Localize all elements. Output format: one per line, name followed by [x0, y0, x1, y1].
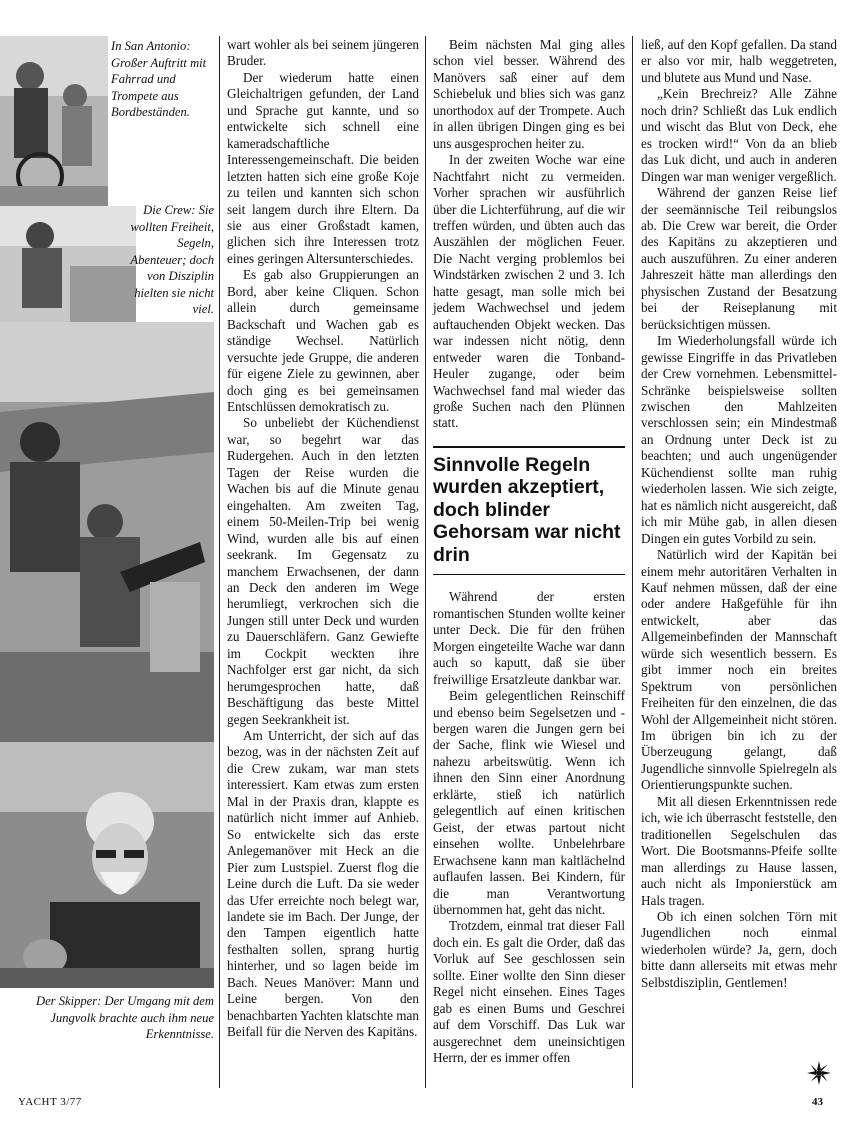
paragraph: ließ, auf den Kopf gefallen. Da stand er also vor mir, halb weggetreten, und blutete aus Mund und Nase. [641, 37, 837, 85]
section-headline: Sinnvolle Regeln wurden akzeptiert, doch blinder Gehorsam war nicht drin [433, 446, 625, 576]
paragraph: Beim gelegentlichen Reinschiff und ebenso beim Segelsetzen und -bergen waren die Jungen gern bei der Sache, flink wie Wiesel und nahezu arbeitswütig. Wenn ich ihnen den Sinn einer Anordnung erklärte, stieß ich natürlich gelegentlich auf einen kritischen Geist, der etwas partout nicht einsehen wollte. Unbelehrbare Erwachsene kann man kaltlächelnd auflaufen lassen. Bei Kindern, für die man Verantwortung übernommen hat, geht das nicht. [433, 688, 625, 917]
article-column-3 [641, 37, 837, 991]
column-rule-1 [219, 36, 220, 1088]
paragraph: Während der ganzen Reise lief der seemännische Teil reibungslos ab. Die Crew war bereit, die Order des Kapitäns zu akzeptieren und auch auszuführen. Zu einer anderen Jahreszeit hätte man allerdings den physischen Zustand der Besatzung bei der Reiseplanung mit berücksichtigen müssen. [641, 185, 837, 332]
paragraph: „Kein Brechreiz? Alle Zähne noch drin? Schließt das Luk endlich und wischt das Blut von Deck, ehe es trocken wird!“ Von da an blieb das Luk dicht, und auch in anderen Dingen war man weniger vergeßlich. [641, 86, 837, 184]
paragraph: Trotzdem, einmal trat dieser Fall doch ein. Es galt die Order, daß das Vorluk auf See geschlossen sein sollte. Einer wollte den Sinn dieser Regel nicht einsehen. Eines Tages gab es einen Bums und Geschrei auf dem Vorschiff. Das Luk war ausgerechnet dem uneinsichtigen Herrn, der es immer offen [433, 918, 625, 1066]
caption-skipper: Der Skipper: Der Umgang mit dem Jungvolk brachte auch ihm neue Erkenntnisse. [35, 994, 214, 1041]
paragraph: Während der ersten romantischen Stunden wollte keiner unter Deck. Die für den frühen Morgen eingeteilte Wache war dann auch so kaputt, daß sie über freiwillige Ersatzleute dankbar war. [433, 589, 625, 687]
footer-page-number: 43 [812, 1096, 823, 1108]
column-rule-2 [425, 36, 426, 1088]
paragraph: Ob ich einen solchen Törn mit Jugendlichen noch einmal wiederholen würde? Ja, gern, doch bitte dann allerseits mit etwas mehr Selbstdisziplin, Gentlemen! [641, 909, 837, 990]
paragraph: Natürlich wird der Kapitän bei einem mehr autoritären Verhalten in Kauf nehmen müssen, daß der eine oder andere Haßgefühle für ihn entwickelt, aber das Allgemeinbefinden der Mannschaft würde sich wesentlich bessern. Es gibt immer noch ein breites Spektrum von persönlichen Freiheiten für den einzelnen, die das Wohl der Allgemeinheit nicht stören. Im übrigen bin ich zu der Überzeugung gelangt, daß Jugendliche sinnvolle Spielregeln als Orientierungspunkte suchen. [641, 547, 837, 793]
photo-crew-top [0, 206, 136, 326]
paragraph: wart wohler als bei seinem jüngeren Bruder. [227, 37, 419, 69]
photo-san-antonio [0, 36, 108, 206]
article-column-1 [227, 37, 419, 1041]
column-rule-3 [632, 36, 633, 1088]
footer-magazine: YACHT 3/77 [18, 1096, 82, 1108]
photo-crew [0, 322, 214, 742]
paragraph: Mit all diesen Erkenntnissen rede ich, wie ich überrascht feststelle, den traditionellen Segelschulen das Wort. Die Bootsmanns-Pfeife sollte man allerdings zu Hause lassen, auch nicht als Imponierstück am Hals tragen. [641, 793, 837, 908]
paragraph: Im Wiederholungsfall würde ich gewisse Eingriffe in das Privatleben der Crew vornehmen. Lebensmittel-Schränke beispielsweise sollten zwischen den Mahlzeiten verschlossen sein; ein Mindestmaß an Ordnung unter Deck ist zu beachten; und auch ungenügender Küchendienst sollte man ruhig wiederholen lassen. Wie sich zeigte, hat es nämlich nicht ausgereicht, daß ich mir Mühe gab, in allen diesen Dingen ein gutes Vorbild zu sein. [641, 333, 837, 546]
caption-san-antonio: In San Antonio: Großer Auftritt mit Fahrrad und Trompete aus Bordbeständen. [111, 39, 207, 119]
photo-skipper [0, 742, 214, 988]
paragraph: Am Unterricht, der sich auf das bezog, was in der nächsten Zeit auf die Crew zukam, war man stets interessiert. Kam etwas zum ersten Mal in der Praxis dran, klappte es natürlich nicht immer auf Anhieb. So entwickelte sich das erste Anlegemanöver mit Heck an die Pier zum Lustspiel. Zuerst flog die Leine durch die Luft. Da sie weder das Ufer erreichte noch belegt war, landete sie im Bach. Der Junge, der den Tampen eigentlich hatte festhalten sollen, sprang hurtig hinterher, und so lagen beide im Bach. Neues Manöver: Mann und Leine bergen. Von den benachbarten Yachten klatschte man Beifall für die Nerven des Kapitäns. [227, 728, 419, 1040]
paragraph: So unbeliebt der Küchendienst war, so begehrt war das Rudergehen. Auch in den letzten Tagen der Reise wurden die Wachen bis auf die Minute genau eingehalten. Am zweiten Tag, einem 50-Meilen-Trip bei wenig Wind, wurden alle bis auf einen seekrank. Im Gegensatz zu manchem Erwachsenen, der dann an Deck den anderen im Wege herumliegt, verkrochen sich die Jungen still unter Deck und wurden zu Dauerschläfern. Ganz Gewiefte im Cockpit weckten ihre Nachfolger erst gar nicht, da sich herumgesprochen hatte, daß Beschäftigung das beste Mittel gegen Seekrankheit ist. [227, 415, 419, 727]
end-mark-icon [806, 1060, 832, 1086]
paragraph: Der wiederum hatte einen Gleichaltrigen gefunden, der Land und Sprache gut kannte, und so entwickelte sich schnell eine kameradschaftliche Interessengemeinschaft. Die beiden letzten hatten sich eine große Koje zu teilen und kannten sich schon seit langem durch ihre Eltern. Da sie aus einer Großstadt kamen, glichen sich ihre Interessen trotz eines geringen Altersunterschiedes. [227, 69, 419, 266]
paragraph: Beim nächsten Mal ging alles schon viel besser. Während des Manövers saß einer auf dem Schiebeluk und blies sich was ganz unorthodox auf der Trompete. Auch in allen übrigen Dingen ging es bei uns ausgesprochen heiter zu. [433, 37, 625, 151]
article-column-2 [433, 37, 625, 1067]
paragraph: Es gab also Gruppierungen an Bord, aber keine Cliquen. Schon allein durch gemeinsame Backschaft und Wachen gab es ständige Wechsel. Natürlich versuchte jede Gruppe, die anderen für eigene Ziele zu gewinnen, aber doch ging es bei gemeinsamen Entschlüssen demokratisch zu. [227, 267, 419, 414]
caption-crew: Die Crew: Sie wollten Freiheit, Segeln, Abenteuer; doch von Disziplin hielten sie nicht viel. [130, 203, 214, 316]
paragraph: In der zweiten Woche war eine Nachtfahrt nicht zu vermeiden. Vorher sprachen wir ausführlich über die Lichterführung, auf die wir treffen würden, und übten auch das Auszählen der möglichen Feuer. Die Nacht verging problemlos bei Windstärken zwischen 2 und 3. Ich hatte gesagt, man solle mich bei jedem Wachwechsel und jedem auftauchenden Objekt wecken. Das war indessen nicht nötig, denn entweder waren die Tonband-Heuler zugange, oder beim Wachwechsel fand mal wieder das große Suchen nach den Plünnen statt. [433, 152, 625, 431]
